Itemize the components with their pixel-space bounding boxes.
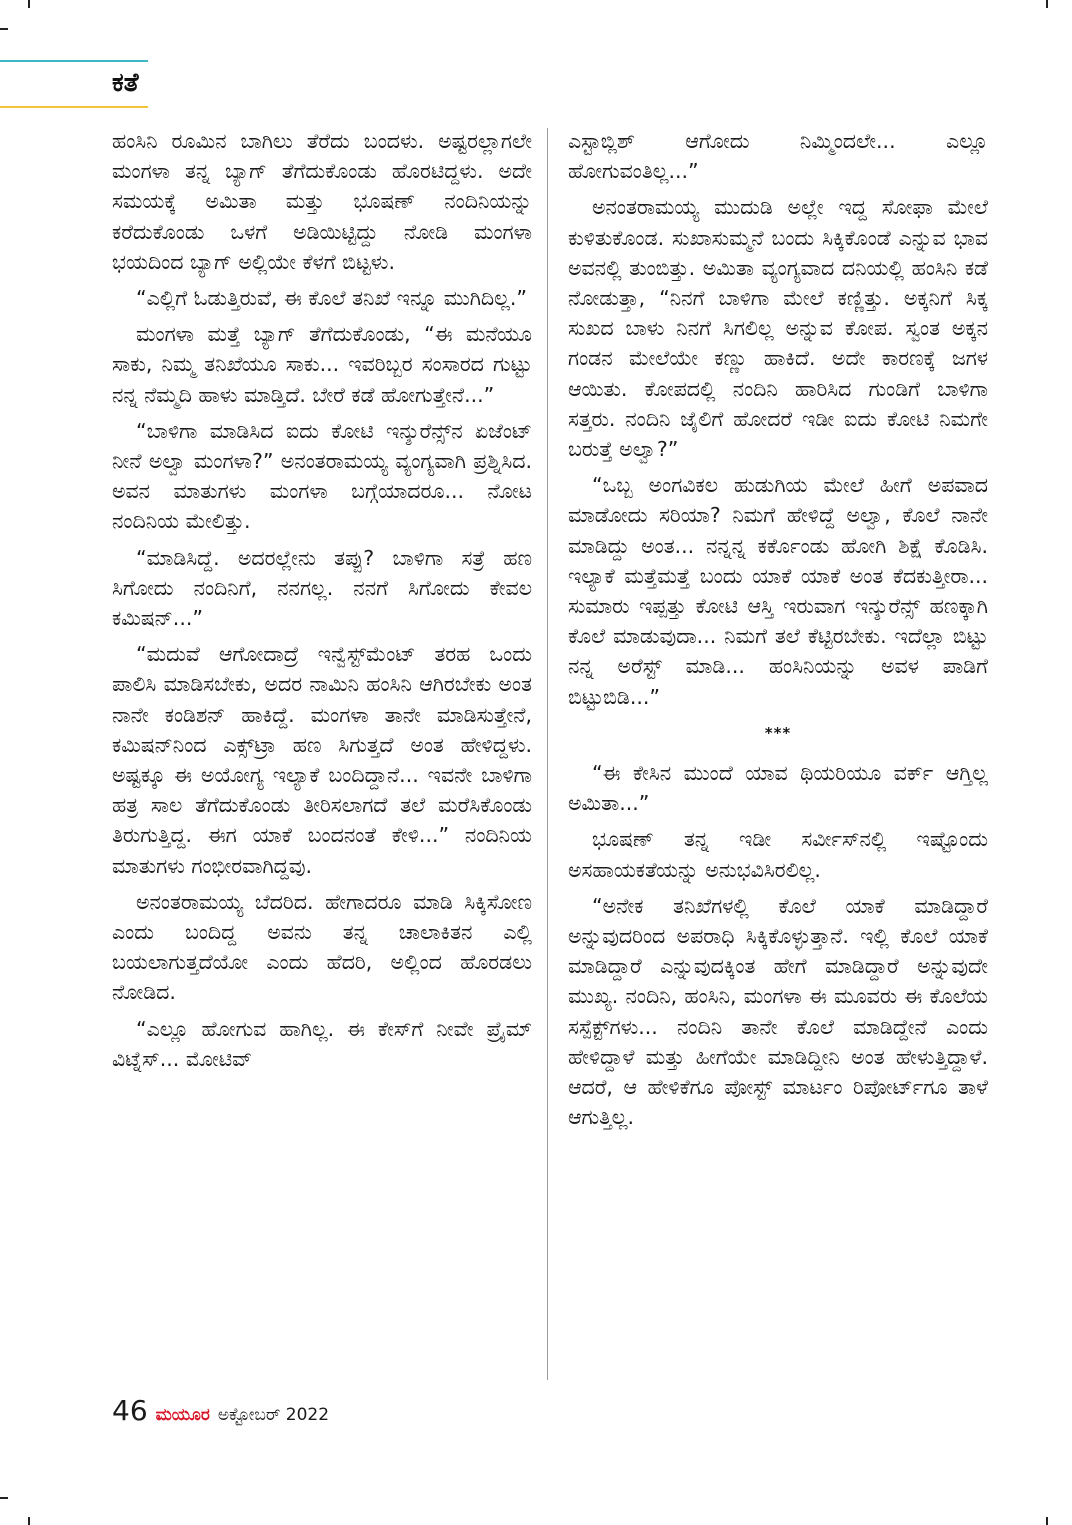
- paragraph: “ಮದುವೆ ಆಗೋದಾದ್ರೆ ಇನ್ವೆಸ್ಟ್‌ಮೆಂಟ್ ತರಹ ಒಂದು ಪಾಲಿಸಿ ಮಾಡಿಸಬೇಕು, ಅದರ ನಾಮಿನಿ ಹಂಸಿನಿ ಆಗಿರಬೇಕು ಅಂತ ನಾನೇ ಕಂಡಿಶನ್ ಹಾಕಿದ್ದೆ. ಮಂಗಳಾ ತಾನೇ ಮಾಡಿಸುತ್ತೇನೆ, ಕಮಿಷನ್‌ನಿಂದ ಎಕ್ಸ್‌ಟ್ರಾ ಹಣ ಸಿಗುತ್ತದೆ ಅಂತ ಹೇಳಿದ್ದಳು. ಅಷ್ಟಕ್ಕೂ ಈ ಅಯೋಗ್ಯ ಇಲ್ಯಾಕೆ ಬಂದಿದ್ದಾನೆ... ಇವನೇ ಬಾಳಿಗಾ ಹತ್ರ ಸಾಲ ತೆಗೆದುಕೊಂಡು ತೀರಿಸಲಾಗದೆ ತಲೆ ಮರೆಸಿಕೊಂಡು ತಿರುಗುತ್ತಿದ್ದ. ಈಗ ಯಾಕೆ ಬಂದನಂತೆ ಕೇಳಿ...” ನಂದಿನಿಯ ಮಾತುಗಳು ಗಂಭೀರವಾಗಿದ್ದವು.: [112, 642, 532, 878]
- paragraph: ಭೂಷಣ್ ತನ್ನ ಇಡೀ ಸರ್ವೀಸ್‌ನಲ್ಲಿ ಇಷ್ಟೊಂದು ಅಸಹಾಯಕತೆಯನ್ನು ಅನುಭವಿಸಿರಲಿಲ್ಲ.: [568, 827, 988, 882]
- paragraph: “ಅನೇಕ ತನಿಖೆಗಳಲ್ಲಿ ಕೊಲೆ ಯಾಕೆ ಮಾಡಿದ್ದಾರೆ ಅನ್ನುವುದರಿಂದ ಅಪರಾಧಿ ಸಿಕ್ಕಿಕೊಳ್ಳುತ್ತಾನೆ. ಇಲ್ಲಿ ಕೊಲೆ ಯಾಕೆ ಮಾಡಿದ್ದಾರೆ ಎನ್ನುವುದಕ್ಕಿಂತ ಹೇಗೆ ಮಾಡಿದ್ದಾರೆ ಅನ್ನುವುದೇ ಮುಖ್ಯ. ನಂದಿನಿ, ಹಂಸಿನಿ, ಮಂಗಳಾ ಈ ಮೂವರು ಈ ಕೊಲೆಯ ಸಸ್ಪೆಕ್ಟ್‌ಗಳು... ನಂದಿನಿ ತಾನೇ ಕೊಲೆ ಮಾಡಿದ್ದೇನೆ ಎಂದು ಹೇಳಿದ್ದಾಳೆ ಮತ್ತು ಹೀಗೆಯೇ ಮಾಡಿದ್ದೀನಿ ಅಂತ ಹೇಳುತ್ತಿದ್ದಾಳೆ. ಆದರೆ, ಆ ಹೇಳಿಕೆಗೂ ಪೋಸ್ಟ್ ಮಾರ್ಟಂ ರಿಪೋರ್ಟ್‌ಗೂ ತಾಳೆ ಆಗುತ್ತಿಲ್ಲ.: [568, 893, 988, 1130]
- paragraph: “ಎಲ್ಲೂ ಹೋಗುವ ಹಾಗಿಲ್ಲ. ಈ ಕೇಸ್‌ಗೆ ನೀವೇ ಪ್ರೈಮ್ ವಿಟ್ನೆಸ್... ಮೋಟಿವ್: [112, 1016, 532, 1071]
- section-category: ಕತೆ: [112, 68, 139, 98]
- paragraph: “ಮಾಡಿಸಿದ್ದೆ. ಅದರಲ್ಲೇನು ತಪ್ಪು? ಬಾಳಿಗಾ ಸತ್ರೆ ಹಣ ಸಿಗೋದು ನಂದಿನಿಗೆ, ನನಗಲ್ಲ. ನನಗೆ ಸಿಗೋದು ಕೇವಲ ಕಮಿಷನ್...”: [112, 545, 532, 631]
- page-footer: [112, 1394, 329, 1427]
- column-divider: [547, 128, 548, 1380]
- crop-mark: [1046, 1517, 1048, 1525]
- paragraph: “ಎಲ್ಲಿಗೆ ಓಡುತ್ತಿರುವೆ, ಈ ಕೊಲೆ ತನಿಖೆ ಇನ್ನೂ ಮುಗಿದಿಲ್ಲ.”: [136, 286, 528, 311]
- crop-mark: [28, 1517, 30, 1525]
- crop-mark: [0, 1497, 8, 1499]
- crop-mark: [28, 0, 30, 8]
- crop-mark: [1046, 0, 1048, 8]
- paragraph: “ಬಾಳಿಗಾ ಮಾಡಿಸಿದ ಐದು ಕೋಟಿ ಇನ್ಶುರೆನ್ಸ್‌ನ ಏಜೆಂಟ್ ನೀನೆ ಅಲ್ವಾ ಮಂಗಳಾ?” ಅನಂತರಾಮಯ್ಯ ವ್ಯಂಗ್ಯವಾಗಿ ಪ್ರಶ್ನಿಸಿದ. ಅವನ ಮಾತುಗಳು ಮಂಗಳಾ ಬಗ್ಗೆಯಾದರೂ... ನೋಟ ನಂದಿನಿಯ ಮೇಲಿತ್ತು.: [112, 418, 532, 534]
- paragraph: ಮಂಗಳಾ ಮತ್ತೆ ಬ್ಯಾಗ್ ತೆಗೆದುಕೊಂಡು, “ಈ ಮನೆಯೂ ಸಾಕು, ನಿಮ್ಮ ತನಿಖೆಯೂ ಸಾಕು... ಇವರಿಬ್ಬರ ಸಂಸಾರದ ಗುಟ್ಟು ನನ್ನ ನೆಮ್ಮದಿ ಹಾಳು ಮಾಡ್ತಿದೆ. ಬೇರೆ ಕಡೆ ಹೋಗುತ್ತೇನೆ...”: [112, 322, 532, 407]
- paragraph: ಎಸ್ಟಾಬ್ಲಿಶ್ ಆಗೋದು ನಿಮ್ಮಿಂದಲೇ... ಎಲ್ಲೂ ಹೋಗುವಂತಿಲ್ಲ...”: [568, 129, 988, 184]
- paragraph: ಹಂಸಿನಿ ರೂಮಿನ ಬಾಗಿಲು ತೆರೆದು ಬಂದಳು. ಅಷ್ಟರಲ್ಲಾಗಲೇ ಮಂಗಳಾ ತನ್ನ ಬ್ಯಾಗ್ ತೆಗೆದುಕೊಂಡು ಹೊರಟಿದ್ದಳು. ಅದೇ ಸಮಯಕ್ಕೆ ಅಮಿತಾ ಮತ್ತು ಭೂಷಣ್ ನಂದಿನಿಯನ್ನು ಕರೆದುಕೊಂಡು ಒಳಗೆ ಅಡಿಯಿಟ್ಟಿದ್ದು ನೋಡಿ ಮಂಗಳಾ ಭಯದಿಂದ ಬ್ಯಾಗ್ ಅಲ್ಲಿಯೇ ಕೆಳಗೆ ಬಿಟ್ಟಳು.: [112, 129, 532, 274]
- magazine-logo: ಮಯೂರ: [155, 1405, 210, 1425]
- category-rule-bottom: [0, 106, 148, 108]
- category-rule-top: [0, 60, 148, 62]
- crop-mark: [0, 28, 8, 30]
- issue-date: ಅಕ್ಟೋಬರ್ 2022: [217, 1405, 330, 1425]
- section-separator: ***: [764, 723, 792, 742]
- article-column-left: [112, 126, 532, 1080]
- paragraph: “ಈ ಕೇಸಿನ ಮುಂದೆ ಯಾವ ಥಿಯರಿಯೂ ವರ್ಕ್ ಆಗ್ತಿಲ್ಲ ಅಮಿತಾ...”: [568, 761, 988, 816]
- paragraph: ಅನಂತರಾಮಯ್ಯ ಮುದುಡಿ ಅಲ್ಲೇ ಇದ್ದ ಸೋಫಾ ಮೇಲೆ ಕುಳಿತುಕೊಂಡ. ಸುಖಾಸುಮ್ಮನೆ ಬಂದು ಸಿಕ್ಕಿಕೊಂಡೆ ಎನ್ನುವ ಭಾವ ಅವನಲ್ಲಿ ತುಂಬಿತ್ತು. ಅಮಿತಾ ವ್ಯಂಗ್ಯವಾದ ದನಿಯಲ್ಲಿ ಹಂಸಿನಿ ಕಡೆ ನೋಡುತ್ತಾ, “ನಿನಗೆ ಬಾಳಿಗಾ ಮೇಲೆ ಕಣ್ಣಿತ್ತು. ಅಕ್ಕನಿಗೆ ಸಿಕ್ಕ ಸುಖದ ಬಾಳು ನಿನಗೆ ಸಿಗಲಿಲ್ಲ ಅನ್ನುವ ಕೋಪ. ಸ್ವಂತ ಅಕ್ಕನ ಗಂಡನ ಮೇಲೆಯೇ ಕಣ್ಣು ಹಾಕಿದೆ. ಅದೇ ಕಾರಣಕ್ಕೆ ಜಗಳ ಆಯಿತು. ಕೋಪದಲ್ಲಿ ನಂದಿನಿ ಹಾರಿಸಿದ ಗುಂಡಿಗೆ ಬಾಳಿಗಾ ಸತ್ತರು. ನಂದಿನಿ ಜೈಲಿಗೆ ಹೋದರೆ ಇಡೀ ಐದು ಕೋಟಿ ನಿಮಗೇ ಬರುತ್ತೆ ಅಲ್ವಾ?”: [568, 195, 988, 462]
- paragraph: “ಒಬ್ಬ ಅಂಗವಿಕಲ ಹುಡುಗಿಯ ಮೇಲೆ ಹೀಗೆ ಅಪವಾದ ಮಾಡೋದು ಸರಿಯಾ? ನಿಮಗೆ ಹೇಳಿದ್ದೆ ಅಲ್ವಾ, ಕೊಲೆ ನಾನೇ ಮಾಡಿದ್ದು ಅಂತ... ನನ್ನನ್ನ ಕರ್ಕೊಂಡು ಹೋಗಿ ಶಿಕ್ಷೆ ಕೊಡಿಸಿ. ಇಲ್ಯಾಕೆ ಮತ್ತೆಮತ್ತೆ ಬಂದು ಯಾಕೆ ಯಾಕೆ ಅಂತ ಕೆದಕುತ್ತೀರಾ... ಸುಮಾರು ಇಪ್ಪತ್ತು ಕೋಟಿ ಆಸ್ತಿ ಇರುವಾಗ ಇನ್ಶುರೆನ್ಸ್ ಹಣಕ್ಕಾಗಿ ಕೊಲೆ ಮಾಡುವುದಾ... ನಿಮಗೆ ತಲೆ ಕೆಟ್ಟಿರಬೇಕು. ಇದೆಲ್ಲಾ ಬಿಟ್ಟು ನನ್ನ ಅರೆಸ್ಟ್ ಮಾಡಿ... ಹಂಸಿನಿಯನ್ನು ಅವಳ ಪಾಡಿಗೆ ಬಿಟ್ಟುಬಿಡಿ...”: [568, 473, 988, 709]
- paragraph: ಅನಂತರಾಮಯ್ಯ ಬೆದರಿದ. ಹೇಗಾದರೂ ಮಾಡಿ ಸಿಕ್ಕಿಸೋಣ ಎಂದು ಬಂದಿದ್ದ ಅವನು ತನ್ನ ಚಾಲಾಕಿತನ ಎಲ್ಲಿ ಬಯಲಾಗುತ್ತದೆಯೋ ಎಂದು ಹೆದರಿ, ಅಲ್ಲಿಂದ ಹೊರಡಲು ನೋಡಿದ.: [112, 889, 532, 1005]
- page-number: 46: [112, 1394, 148, 1427]
- article-column-right: [568, 126, 988, 1139]
